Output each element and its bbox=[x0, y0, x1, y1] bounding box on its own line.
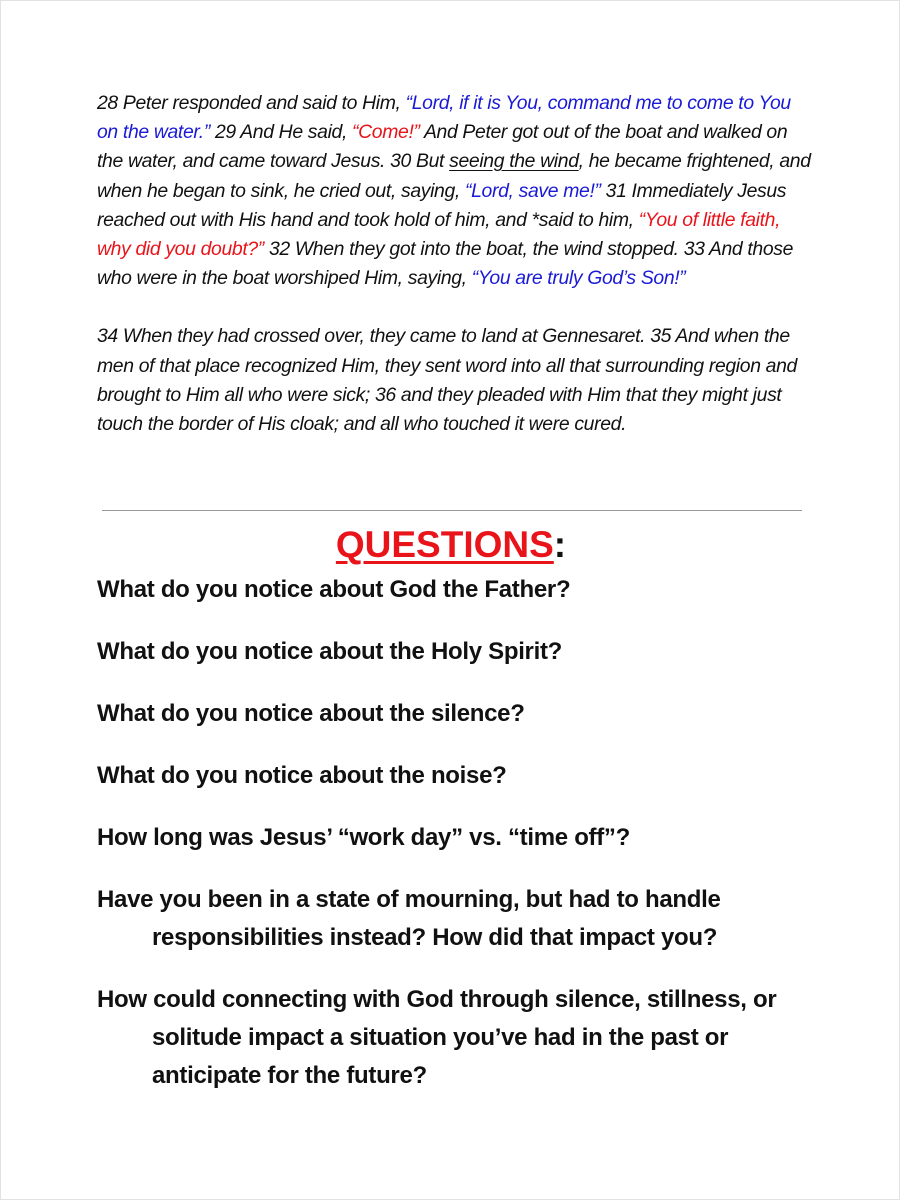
question-item: What do you notice about the Holy Spirit? bbox=[97, 638, 563, 665]
peter-quote-1: “Lord, if it is You, command me to come to You on the water.” bbox=[97, 92, 791, 144]
question-item: How could connecting with God through silence, stillness, or solitude impact a situation you’ve had in the past or anticipate for the future? bbox=[97, 986, 777, 1089]
question-item: Have you been in a state of mourning, but had to handle responsibilities instead? How did that impact you? bbox=[97, 886, 721, 951]
verse-text: 29 And He said, bbox=[209, 121, 353, 144]
underlined-phrase: seeing the wind bbox=[449, 150, 579, 173]
questions-list bbox=[97, 571, 813, 1119]
verse-text: 32 When they got into the boat, the wind stopped. 33 And those who were in the boat worshiped Him, saying, bbox=[97, 238, 794, 290]
question-item: What do you notice about God the Father? bbox=[97, 576, 571, 603]
question-item: What do you notice about the silence? bbox=[97, 700, 525, 727]
scripture-passage bbox=[97, 89, 812, 439]
peter-quote-2: “Lord, save me!” bbox=[465, 179, 601, 202]
questions-heading-word: QUESTIONS bbox=[335, 524, 554, 565]
verse-text: 28 Peter responded and said to Him, bbox=[97, 92, 406, 114]
jesus-quote-2: “You of little faith, why did you doubt?” bbox=[97, 208, 781, 261]
question-item: What do you notice about the noise? bbox=[97, 762, 507, 789]
horizontal-divider bbox=[102, 510, 802, 511]
questions-heading bbox=[1, 523, 900, 567]
scripture-paragraph-2: 34 When they had crossed over, they came to land at Gennesaret. 35 And when the men of that place recognized Him, they sent word into all that surrounding region and brought to Him all who were sick; 36 and they pleaded with Him that they might just touch the border of His cloak; and all who touched it were cured. bbox=[97, 325, 797, 436]
disciples-quote: “You are truly God’s Son!” bbox=[471, 267, 686, 290]
verse-text: , he became frightened, and when he began to sink, he cried out, saying, bbox=[97, 150, 811, 202]
jesus-quote-1: “Come!” bbox=[352, 121, 420, 144]
scripture-paragraph-1 bbox=[97, 89, 812, 293]
verse-text: And Peter got out of the boat and walked on the water, and came toward Jesus. 30 But bbox=[97, 121, 788, 173]
questions-heading-colon: : bbox=[553, 524, 567, 565]
question-item: How long was Jesus’ “work day” vs. “time off”? bbox=[97, 824, 630, 851]
verse-text: 31 Immediately Jesus reached out with His hand and took hold of him, and *said to him, bbox=[97, 179, 787, 231]
